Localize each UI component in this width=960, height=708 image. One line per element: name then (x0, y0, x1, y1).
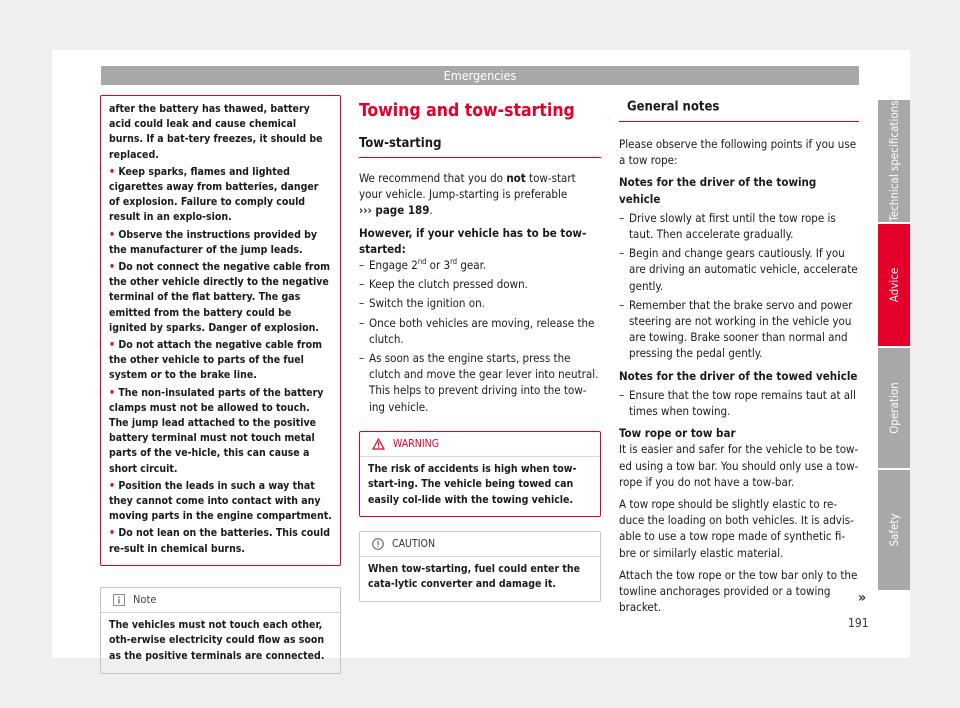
caution-label: CAUTION (392, 538, 436, 551)
bullet-icon: • (109, 339, 116, 352)
bullet-icon: • (109, 228, 116, 241)
note-label: Note (133, 593, 157, 607)
side-tabs (878, 100, 910, 592)
bullet-icon: • (109, 386, 116, 399)
column-left (100, 95, 341, 674)
page-reference-link[interactable]: ››› page 189 (359, 203, 430, 218)
towing-driver-heading: Notes for the driver of the towing vehicle (619, 175, 817, 206)
warning-paragraph: • Do not lean on the batteries. This could re-sult in chemical burns. (109, 527, 330, 555)
info-icon (113, 594, 125, 606)
caution-box (359, 531, 601, 602)
continued-marker: » (858, 590, 867, 606)
warning-box-continued (100, 95, 341, 566)
warning-text: The risk of accidents is high when tow-start-ing. The vehicle being towed can easily col-lide with the towing vehicle. (368, 462, 577, 506)
note-header (101, 588, 340, 613)
bullet-icon: • (109, 165, 116, 178)
warning-paragraph: • The non-insulated parts of the battery clamps must not be allowed to touch. The jump lead attached to the positive battery terminal must not touch metal parts of the ve-hicle, this can cause a short circuit. (109, 386, 324, 475)
towing-body (359, 170, 601, 415)
note-text: The vehicles must not touch each other, oth-erwise electricity could flow as soon as the positive terminals are connected. (109, 618, 325, 662)
column-right (619, 96, 859, 621)
list-item: – Once both vehicles are moving, release the clutch. (359, 315, 595, 346)
rope-heading: Tow rope or tow bar (619, 426, 736, 441)
warning-paragraph: • Do not attach the negative cable from the other vehicle to parts of the fuel system or to the brake line. (109, 339, 322, 382)
warning-paragraph: • Observe the instructions provided by the manufacturer of the jump leads. (109, 228, 318, 256)
warning-label: WARNING (393, 437, 440, 450)
tab-safety[interactable]: Safety (878, 470, 910, 590)
tab-operation[interactable]: Operation (878, 348, 910, 468)
page-title: Towing and tow-starting (359, 101, 575, 121)
general-notes-heading: General notes (619, 96, 859, 122)
warning-box (359, 431, 601, 517)
tab-advice[interactable]: Advice (878, 224, 910, 346)
caution-text: When tow-starting, fuel could enter the cata-lytic converter and damage it. (368, 563, 581, 591)
caution-icon (372, 538, 384, 550)
list-item: – As soon as the engine starts, press the clutch and move the gear lever into neutral. This helps to prevent driving into the tow-ing vehicle. (359, 351, 599, 414)
warning-header (360, 432, 600, 457)
caution-header (360, 532, 600, 557)
subsection-heading: Tow-starting (359, 136, 601, 158)
warning-triangle-icon (372, 438, 385, 450)
warning-paragraph: after the battery has thawed, battery acid could leak and cause chemical burns. If a bat-tery freezes, it should be replaced. (109, 103, 323, 161)
page-number: 191 (848, 616, 869, 630)
list-item: – Switch the ignition on. (359, 296, 485, 311)
general-notes-body (619, 136, 859, 615)
column-middle (359, 100, 601, 602)
list-item: – Ensure that the tow rope remains taut at all times when towing. (619, 387, 856, 419)
bullet-icon: • (109, 527, 116, 540)
list-item: – Begin and change gears cautiously. If you are driving an automatic vehicle, accelerate gently. (619, 246, 858, 293)
bullet-icon: • (109, 261, 116, 274)
rope-paragraph: Attach the tow rope or the tow bar only to the towline anchorages provided or a towing bracket. (619, 567, 858, 615)
note-box (100, 587, 341, 674)
warning-paragraph: • Keep sparks, flames and lighted cigarettes away from batteries, danger of explosion. Failure to comply could result in an explo-sion. (109, 165, 319, 224)
bullet-icon: • (109, 479, 116, 492)
lead-question: However, if your vehicle has to be tow-started: (359, 225, 587, 256)
section-header: Emergencies (101, 66, 859, 85)
tab-technical-specifications[interactable]: Technical specifications (878, 100, 910, 222)
list-item: – Engage 2nd or 3rd gear. (359, 257, 487, 273)
warning-paragraph: • Position the leads in such a way that they cannot come into contact with any moving parts in the engine compartment. (109, 479, 332, 523)
list-item: – Remember that the brake servo and power steering are not working in the vehicle you are towing. Brake sooner than normal and pressing the pedal gently. (619, 297, 853, 361)
rope-paragraph: It is easier and safer for the vehicle to be tow-ed using a tow bar. You should only use a tow-rope if you do not have a tow-bar. (619, 442, 859, 489)
rope-paragraph: A tow rope should be slightly elastic to re-duce the loading on both vehicles. It is advis-able to use a tow rope made of synthetic fi-bre or similarly elastic material. (619, 497, 854, 560)
list-item: – Drive slowly at first until the tow rope is taut. Then accelerate gradually. (619, 210, 836, 242)
intro-paragraph: We recommend that you do not tow-start your vehicle. Jump-starting is preferable ››› page 189. (359, 171, 576, 218)
intro-paragraph: Please observe the following points if you use a tow rope: (619, 137, 857, 168)
warning-paragraph: • Do not connect the negative cable from the other vehicle directly to the negative terminal of the flat battery. The gas emitted from the battery could be ignited by sparks. Danger of explosion. (109, 261, 330, 334)
list-item: – Keep the clutch pressed down. (359, 277, 528, 292)
towed-driver-heading: Notes for the driver of the towed vehicle (619, 368, 858, 383)
